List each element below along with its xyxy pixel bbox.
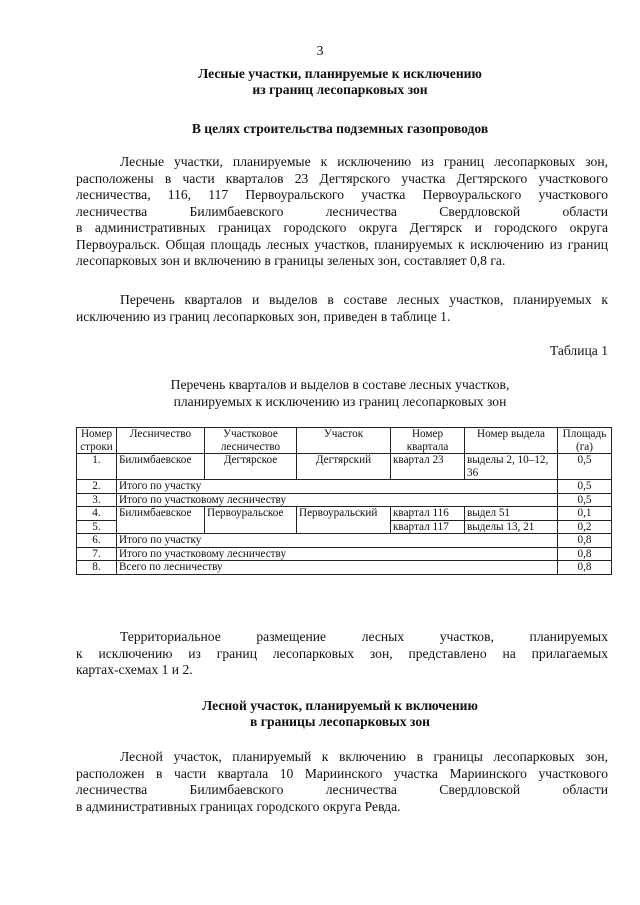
table-row bbox=[77, 480, 612, 494]
row-number: 5. bbox=[77, 520, 117, 534]
paragraph1-line1: Лесные участки, планируемые к исключению из границ лесопарковых зон, bbox=[120, 154, 608, 169]
table-caption-line1: Перечень кварталов и выделов в составе лесных участков, bbox=[170, 377, 510, 392]
heading-inclusion-line2: в границы лесопарковых зон bbox=[250, 714, 430, 729]
table-row bbox=[77, 534, 612, 548]
subheading-gas-pipelines: В целях строительства подземных газопроводов bbox=[191, 121, 489, 136]
paragraph1-line2: расположены в части кварталов 23 Дегтярского участка Дегтярского участкового bbox=[76, 170, 608, 186]
cell-area: 0,5 bbox=[558, 493, 612, 507]
page-number: 3 bbox=[316, 44, 324, 59]
table-caption-line2: планируемых к исключению из границ лесопарковых зон bbox=[173, 393, 507, 409]
cell-area: 0,8 bbox=[558, 547, 612, 561]
paragraph-inclusion-description bbox=[76, 749, 608, 815]
table-row bbox=[77, 547, 612, 561]
paragraph1-line3: лесничества, 116, 117 Первоуральского участка Первоуральского участкового bbox=[76, 187, 608, 202]
paragraph1-rest: в административных границах городского округа Дегтярск и городского округа Первоуральск. Общая площадь лесных участков, планируемых к исключению из границ лесопарковых зон и включению в границы зеленых зон, составляет 0,8 га. bbox=[76, 220, 608, 268]
row-number: 3. bbox=[77, 493, 117, 507]
cell-local-forestry: Первоуральское bbox=[205, 507, 297, 534]
cell-area: 0,1 bbox=[558, 507, 612, 521]
header-local-forestry: Участковое лесничество bbox=[205, 428, 297, 454]
paragraph4-line3: лесничества Билимбаевского лесничества Свердловской области bbox=[76, 782, 608, 797]
paragraph2-text: Перечень кварталов и выделов в составе лесных участков, планируемых к исключению из границ лесопарковых зон, приведен в таблице 1. bbox=[76, 292, 608, 324]
cell-allotment: выделы 13, 21 bbox=[465, 520, 558, 534]
header-section: Участок bbox=[297, 428, 391, 454]
table-row bbox=[77, 493, 612, 507]
paragraph3-line3: картах-схемах 1 и 2. bbox=[76, 662, 193, 677]
table-row bbox=[77, 454, 612, 480]
cell-area: 0,8 bbox=[558, 561, 612, 575]
header-forestry: Лесничество bbox=[117, 428, 205, 454]
cell-area: 0,2 bbox=[558, 520, 612, 534]
cell-quarter: квартал 116 bbox=[391, 507, 465, 521]
cell-area: 0,5 bbox=[558, 454, 612, 480]
paragraph4-line2: расположен в части квартала 10 Мариинского участка Мариинского участкового bbox=[76, 765, 608, 781]
header-row-number: Номер строки bbox=[77, 428, 117, 454]
paragraph1-line4: лесничества Билимбаевского лесничества Свердловской области bbox=[76, 203, 608, 219]
table-header-row bbox=[77, 428, 612, 454]
heading-exclusion-line2: из границ лесопарковых зон bbox=[252, 82, 428, 97]
cell-allotment: выделы 2, 10–12, 36 bbox=[465, 454, 558, 480]
header-allotment: Номер выдела bbox=[465, 428, 558, 454]
table-number: Таблица 1 bbox=[549, 343, 608, 358]
cell-section: Первоуральский bbox=[297, 507, 391, 534]
table-row bbox=[77, 561, 612, 575]
heading-inclusion-line1: Лесной участок, планируемый к включению bbox=[202, 698, 478, 713]
table-caption bbox=[60, 377, 620, 410]
cell-forestry: Билимбаевское bbox=[117, 454, 205, 480]
table-row bbox=[77, 507, 612, 521]
paragraph-map-reference bbox=[76, 629, 608, 679]
heading-exclusion-line1: Лесные участки, планируемые к исключению bbox=[198, 66, 482, 81]
row-number: 8. bbox=[77, 561, 117, 575]
paragraph4-line1: Лесной участок, планируемый к включению в границы лесопарковых зон, bbox=[120, 749, 608, 764]
heading-inclusion bbox=[60, 698, 620, 730]
cell-area: 0,5 bbox=[558, 480, 612, 494]
paragraph4-line4: в административных границах городского округа Ревда. bbox=[76, 798, 401, 814]
row-number: 6. bbox=[77, 534, 117, 548]
paragraph3-line2: к исключению из границ лесопарковых зон, представлено на прилагаемых bbox=[76, 645, 608, 661]
forest-plots-table bbox=[76, 427, 612, 575]
cell-area: 0,8 bbox=[558, 534, 612, 548]
cell-summary-label: Итого по участку bbox=[117, 534, 558, 548]
cell-forestry: Билимбаевское bbox=[117, 507, 205, 534]
heading-exclusion bbox=[60, 66, 620, 98]
header-area: Площадь (га) bbox=[558, 428, 612, 454]
cell-allotment: выдел 51 bbox=[465, 507, 558, 521]
cell-summary-label: Всего по лесничеству bbox=[117, 561, 558, 575]
paragraph-exclusion-description bbox=[76, 154, 608, 270]
cell-summary-label: Итого по участковому лесничеству bbox=[117, 493, 558, 507]
row-number: 7. bbox=[77, 547, 117, 561]
row-number: 4. bbox=[77, 507, 117, 521]
cell-local-forestry: Дегтярское bbox=[205, 454, 297, 480]
cell-summary-label: Итого по участковому лесничеству bbox=[117, 547, 558, 561]
header-quarter: Номер квартала bbox=[391, 428, 465, 454]
paragraph-table-reference bbox=[76, 292, 608, 325]
paragraph3-line1: Территориальное размещение лесных участков, планируемых bbox=[120, 629, 608, 644]
row-number: 2. bbox=[77, 480, 117, 494]
cell-section: Дегтярский bbox=[297, 454, 391, 480]
row-number: 1. bbox=[77, 454, 117, 480]
cell-summary-label: Итого по участку bbox=[117, 480, 558, 494]
cell-quarter: квартал 117 bbox=[391, 520, 465, 534]
cell-quarter: квартал 23 bbox=[391, 454, 465, 480]
